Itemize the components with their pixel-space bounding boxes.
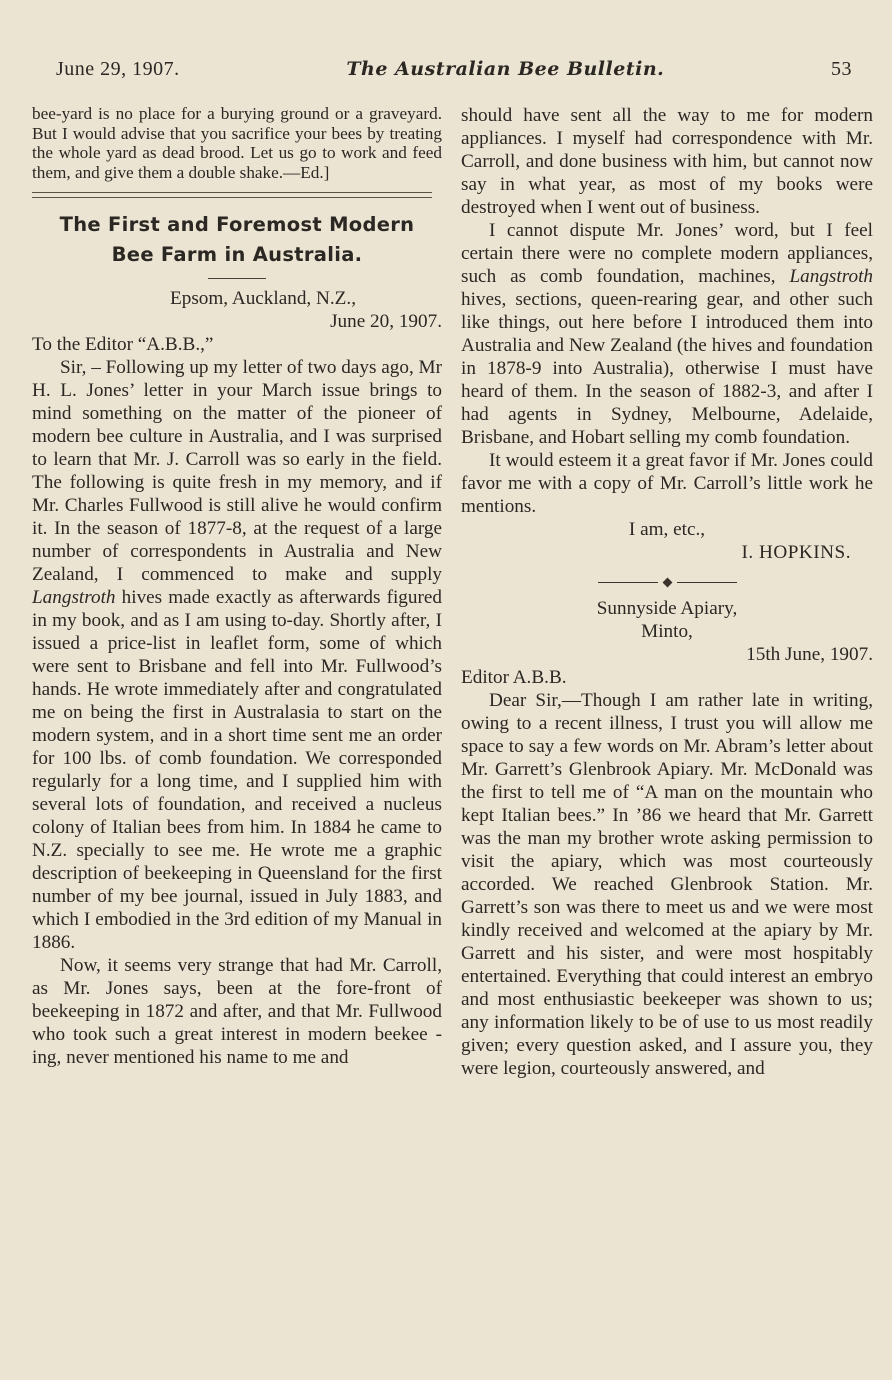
left-column [32, 104, 442, 1069]
second-letter-address-2: Minto, [641, 621, 693, 642]
second-letter-address-1: Sunnyside Apiary, [596, 598, 738, 619]
editor-note: bee-yard is no place for a burying ground or a graveyard. But I would advise that you sacrifice your bees by treating the whole yard as dead brood. Let us go to work and feed them, and give them a double shake.—Ed.] [32, 104, 442, 182]
italic-term: Langstroth [789, 266, 873, 287]
italic-term: Langstroth [32, 587, 116, 608]
ornament-line-right [677, 582, 737, 583]
letter-paragraph-3: I cannot dispute Mr. Jones’ word, but I feel certain there were no complete modern appliances, such as comb foundation, machines, Langstroth hives, sections, queen-rearing gear, and other such like things, out here before I introduced them into Australia and New Zealand (the hives and foundation in 1878-9 into Australia), otherwise I must have heard of them. In the season of 1882-3, and after I had agents in Sydney, Melbourne, Adelaide, Brisbane, and Hobart selling my comb foundation. [461, 220, 873, 448]
letter-salutation: To the Editor “A.B.B.,” [32, 334, 214, 355]
ornament-line-left [598, 582, 658, 583]
letter-closing: I am, etc., [628, 519, 706, 540]
title-rule [208, 278, 266, 279]
letter-paragraph-1: Sir, – Following up my letter of two days ago, Mr H. L. Jones’ letter in your March issue brings to mind something on the matter of the pioneer of modern bee culture in Australia, and I was surprised to learn that Mr. J. Carroll was so early in the field. The following is quite fresh in my memory, and if Mr. Charles Fullwood is still alive he would confirm it. In the season of 1877-8, at the request of a large number of correspondents in Australia and New Zealand, I commenced to make and supply Langstroth hives made exactly as afterwards figured in my book, and as I am using to-day. Shortly after, I issued a price-list in leaflet form, some of which were sent to Brisbane and fell into Mr. Fullwood’s hands. He wrote immediately after and congratulated me on being the first in Australasia to start on the modern system, and in a short time sent me an order for 100 lbs. of comb foundation. We corresponded regularly for a long time, and I supplied him with several lots of foundation, and received a nucleus colony of Italian bees from him. In 1884 he came to N.Z. specially to see me. He wrote me a graphic description of beekeeping in Queensland for the first number of my bee journal, issued in July 1883, and which I embodied in the 3rd edition of my Manual in 1886. [32, 357, 442, 953]
section-divider [32, 192, 432, 198]
ornament-diamond-icon [662, 577, 672, 587]
ornament-divider [461, 570, 873, 593]
article-title-line-1: The First and Foremost Modern [59, 213, 415, 236]
letter-paragraph-2: Now, it seems very strange that had Mr. Carroll, as Mr. Jones says, been at the fore-front of beekeeping in 1872 and after, and that Mr. Fullwood who took such a great interest in modern beekee - ing, never mentioned his name to me and [32, 955, 442, 1068]
letter-paragraph-4: It would esteem it a great favor if Mr. Jones could favor me with a copy of Mr. Carroll’s little work he mentions. [461, 450, 873, 517]
issue-date: June 29, 1907. [56, 58, 180, 80]
letter-signature: I. HOPKINS. [741, 542, 851, 563]
letter-place: Epsom, Auckland, N.Z., [170, 288, 356, 309]
second-letter-paragraph: Dear Sir,—Though I am rather late in writing, owing to a recent illness, I trust you will allow me space to say a few words on Mr. Abram’s letter about Mr. Garrett’s Glenbrook Apiary. Mr. McDonald was the first to tell me of “A man on the mountain who kept Italian bees.” In ’86 we heard that Mr. Garrett was the man my brother wrote asking permission to visit the apiary, which was most courteously accorded. We reached Glenbrook Station. Mr. Garrett’s son was there to meet us and we were most kindly received and welcomed at the apiary by Mr. Garrett and his sister, and were most hospitably entertained. Everything that could interest an embryo and most enthusiastic beekeeper was shown to us; any information likely to be of use to us most readily given; every question asked, and I assure you, they were legion, courteously answered, and [461, 690, 873, 1079]
second-letter-date: 15th June, 1907. [746, 644, 873, 665]
second-letter-salutation: Editor A.B.B. [461, 667, 567, 688]
page-number: 53 [831, 58, 852, 80]
right-column [461, 104, 873, 1080]
publication-title: The Australian Bee Bulletin. [346, 58, 665, 80]
article-title-line-2: Bee Farm in Australia. [111, 243, 363, 266]
article-title [32, 210, 442, 270]
letter-date: June 20, 1907. [330, 311, 442, 332]
letter-continuation: should have sent all the way to me for modern appliances. I myself had correspondence with Mr. Carroll, and done business with him, but cannot now say in what year, as most of my books were destroyed when I went out of business. [461, 105, 873, 218]
page-header [56, 58, 852, 86]
